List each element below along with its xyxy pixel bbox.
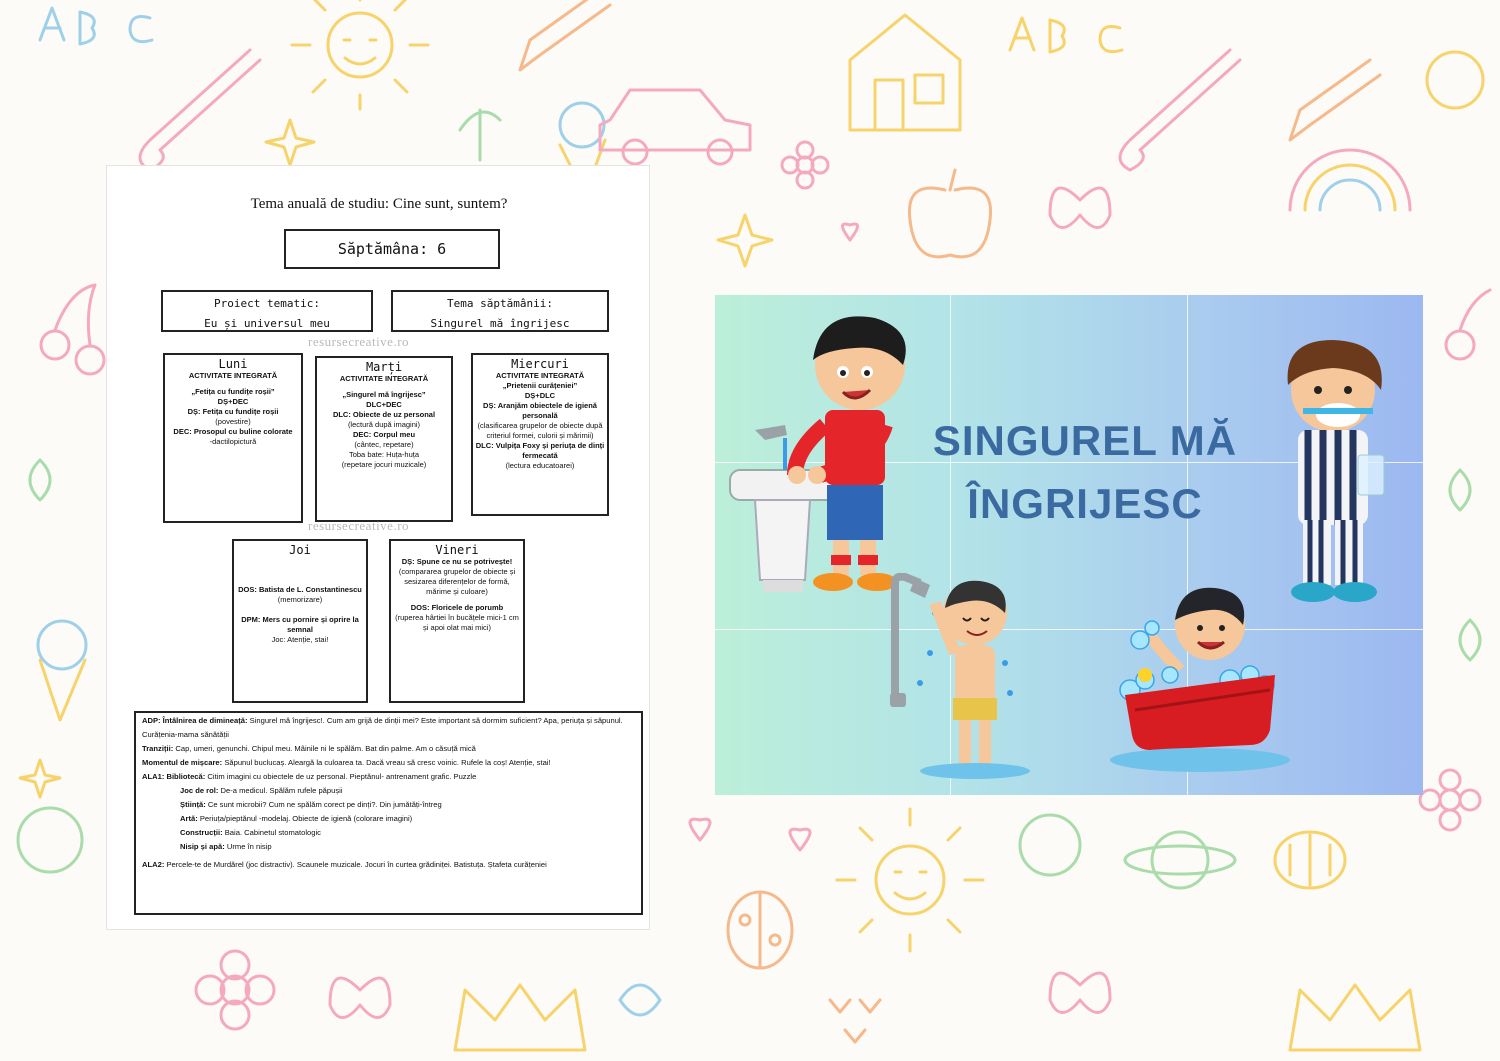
day-line: „Singurel mă îngrijesc” [342,390,426,399]
day-line: (memorizare) [277,595,323,604]
nisip-row [142,840,635,854]
ala2-text: Percele-te de Murdărel (joc distractiv). Scaunele muzicale. Jocuri în curtea grădiniței. Batistuța. Ștafeta curățeniei [166,860,547,869]
cherry-icon [1446,290,1490,359]
boy-brushing-teeth-illustration [1263,330,1423,605]
day-line: ACTIVITATE INTEGRATĂ [339,374,429,383]
boy-washing-hands-illustration [725,310,915,600]
pencil-icon [520,0,610,70]
boy-showering-illustration [885,573,1035,783]
abc-letters-icon [40,8,152,44]
ala2-label: ALA2: [142,860,165,869]
adp-row [142,714,635,742]
day-line: ACTIVITATE INTEGRATĂ [188,371,278,380]
heart-icon [843,224,858,240]
flower-icon [460,110,500,160]
day-name: Luni [218,357,248,371]
day-line: DLC: Obiecte de uz personal [332,410,436,419]
ala2-row [142,858,635,872]
daily-activities-box [134,711,643,915]
project-label: Proiect tematic: [214,297,320,310]
planet-icon [18,808,82,872]
day-line: (compararea grupelor de obiecte și sesizarea diferențelor de formă, mărime și culoare) [398,567,516,596]
tranzitii-text: Cap, umeri, genunchi. Chipul meu. Mâinile ni le spălăm. Bat din palme. Am o căsuță mică [175,744,476,753]
day-name: Miercuri [511,357,569,371]
day-line: (ruperea hârtiei în bucățele mici-1 cm și apoi olat mai mici) [395,613,519,632]
day-line: DEC: Corpul meu [352,430,416,439]
arta-label: Artă: [180,814,198,823]
day-name: Marți [365,360,403,374]
bee-icon [1275,832,1345,888]
tranzitii-row [142,742,635,756]
constructii-row [142,826,635,840]
grid-line [715,629,1423,630]
project-value: Eu și universul meu [204,317,330,330]
weekly-theme-value: Singurel mă îngrijesc [430,317,570,330]
day-line: (povestire) [215,417,251,426]
weekly-theme-label: Tema săptămânii: [447,297,553,310]
adp-text: Singurel mă îngrijesc!. Cum am grijă de dinții mei? Este important să dormim suficient? Apa, periuța și săpunul. Curățenia-mama sănătății [142,716,623,739]
boy-in-bathtub-illustration [1110,580,1295,780]
day-line: (cântec, repetare) [354,440,414,449]
day-line: DPM: Mers cu pornire și oprire la semnal [241,615,359,634]
day-line: „Fetița cu fundițe roșii” [191,387,275,396]
day-line: ACTIVITATE INTEGRATĂ [495,371,585,380]
activity-card [715,295,1423,795]
brush-icon [1120,50,1240,170]
star-icon [266,120,314,165]
day-name: Joi [289,543,311,557]
annual-theme-title: Tema anuală de studiu: Cine sunt, suntem? [250,196,508,212]
day-line: DȘ: Spune ce nu se potrivește! [401,557,513,566]
day-line: DȘ: Aranjăm obiectele de igienă personală [483,401,597,420]
nisip-text: Urme în nisip [226,842,272,851]
watermark: resursecreative.ro [308,334,410,349]
miscare-row [142,756,635,770]
project-box [161,290,373,332]
ala1-label: ALA1: Bibliotecă: [142,772,206,781]
day-line: DLC+DEC [366,400,402,409]
miscare-label: Momentul de mișcare: [142,758,223,767]
star-icon [20,760,60,797]
day-line: DȘ+DEC [217,397,249,406]
ladybug-icon [728,892,792,968]
ala1-row [142,770,635,784]
car-icon [600,90,750,164]
day-line: (lectură după imagini) [347,420,421,429]
miscare-text: Săpunul buclucaș. Aleargă la culoarea ta. Dacă vreau să cresc voinic. Rufele la coș! Atenție, stai! [224,758,551,767]
butterfly-icon [1050,973,1110,1013]
joc-label: Joc de rol: [180,786,219,795]
watermark: resursecreative.ro [308,518,410,533]
day-joi [232,539,368,703]
stiinta-row [142,798,635,812]
planet-icon [1020,815,1080,875]
arta-text: Periuța/pieptănul -modelaj. Obiecte de igienă (colorare imagini) [199,814,413,823]
day-marti [315,356,453,522]
adp-label: ADP: Întâlnirea de dimineață: [142,716,248,725]
weekly-theme-box [391,290,609,332]
card-title-line1: SINGUREL MĂ [932,417,1238,464]
ala1-text: Citim imagini cu obiectele de uz personal. Pieptănul- antrenament grafic. Puzzle [207,772,477,781]
cherry-icon [41,285,104,374]
pencil-icon [1290,60,1380,140]
flower-icon [196,951,274,1029]
planning-document [106,165,650,930]
arta-row [142,812,635,826]
day-line: DOS: Floricele de porumb [410,603,504,612]
apple-icon [909,170,990,257]
day-line: (clasificarea grupelor de obiecte după criteriul formei, culorii și mărimii) [477,421,603,440]
day-luni [163,353,303,523]
heart-icon [690,819,710,840]
day-line: DLC: Vulpița Foxy și periuța de dinți fermecată [475,441,605,460]
ice-cream-icon [38,621,86,720]
brush-icon [140,50,260,170]
day-line: -dactilopictură [209,437,257,446]
day-line: DOS: Batista de L. Constantinescu [238,585,362,594]
star-icon [718,215,772,266]
day-line: Toba bate: Huța-huța [348,450,420,459]
day-line: Joc: Atenție, stai! [271,635,329,644]
constructii-text: Baia. Cabinetul stomatologic [224,828,321,837]
joc-text: De-a medicul. Spălăm rufele păpușii [220,786,343,795]
stiinta-text: Ce sunt microbii? Cum ne spălăm corect pe dinți?. Din jumătăți-întreg [207,800,442,809]
butterfly-icon [1050,188,1110,228]
stiinta-label: Știință: [180,800,206,809]
joc-row [142,784,635,798]
rainbow-icon [1290,150,1410,210]
week-label: Săptămâna: 6 [337,240,447,258]
flower-icon [1420,770,1480,830]
house-icon [850,15,960,130]
sun-icon [1427,52,1483,108]
card-title-line2: ÎNGRIJESC [967,480,1203,527]
constructii-label: Construcții: [180,828,223,837]
sun-icon [830,1000,880,1042]
flower-icon [1450,470,1470,510]
flower-icon [30,460,50,500]
heart-icon [790,829,810,850]
tranzitii-label: Tranziții: [142,744,174,753]
flower-icon [620,985,660,1015]
day-line: (repetare jocuri muzicale) [341,460,427,469]
sun-icon [837,809,983,951]
day-vineri [389,539,525,703]
flower-icon [1460,620,1480,660]
sun-icon [292,0,428,109]
day-miercuri [471,353,609,516]
flower-icon [782,142,828,188]
day-line: DȘ: Fetița cu fundițe roșii [187,407,279,416]
day-line: DȘ+DLC [524,391,556,400]
planet-icon [1125,832,1235,888]
day-line: „Prietenii curățeniei” [502,381,578,390]
crown-icon [455,985,585,1050]
week-label-box [284,229,500,269]
abc-letters-icon [1010,18,1122,52]
day-name: Vineri [435,543,479,557]
crown-icon [1290,985,1420,1050]
day-line: (lectura educatoarei) [505,461,575,470]
nisip-label: Nisip și apă: [180,842,225,851]
butterfly-icon [330,978,390,1018]
day-line: DEC: Prosopul cu buline colorate [173,427,293,436]
